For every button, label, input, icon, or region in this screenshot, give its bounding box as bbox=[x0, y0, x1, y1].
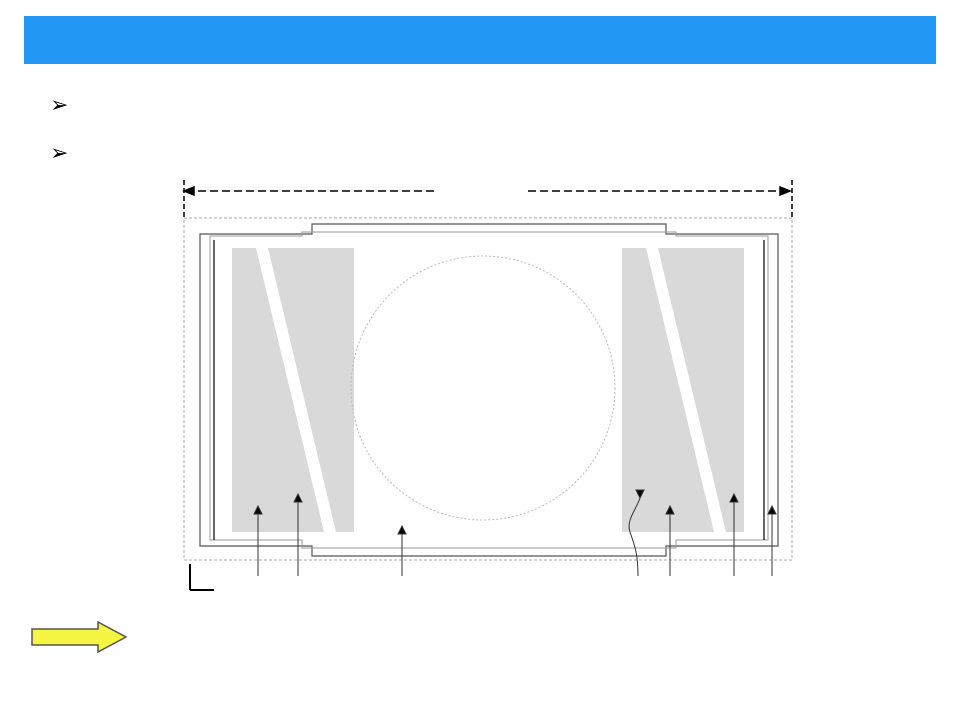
dimension-line bbox=[184, 180, 792, 220]
anode-diagram bbox=[178, 180, 798, 600]
title-bar bbox=[24, 16, 936, 64]
active-area-circle bbox=[351, 256, 615, 520]
yellow-arrow-icon bbox=[30, 620, 130, 654]
arrow-bullet-icon: ➢ bbox=[50, 140, 69, 165]
arrow-bullet-icon: ➢ bbox=[50, 92, 69, 117]
axis-indicator bbox=[190, 564, 214, 590]
bullet-1 bbox=[50, 92, 74, 118]
bullet-2 bbox=[50, 140, 74, 166]
